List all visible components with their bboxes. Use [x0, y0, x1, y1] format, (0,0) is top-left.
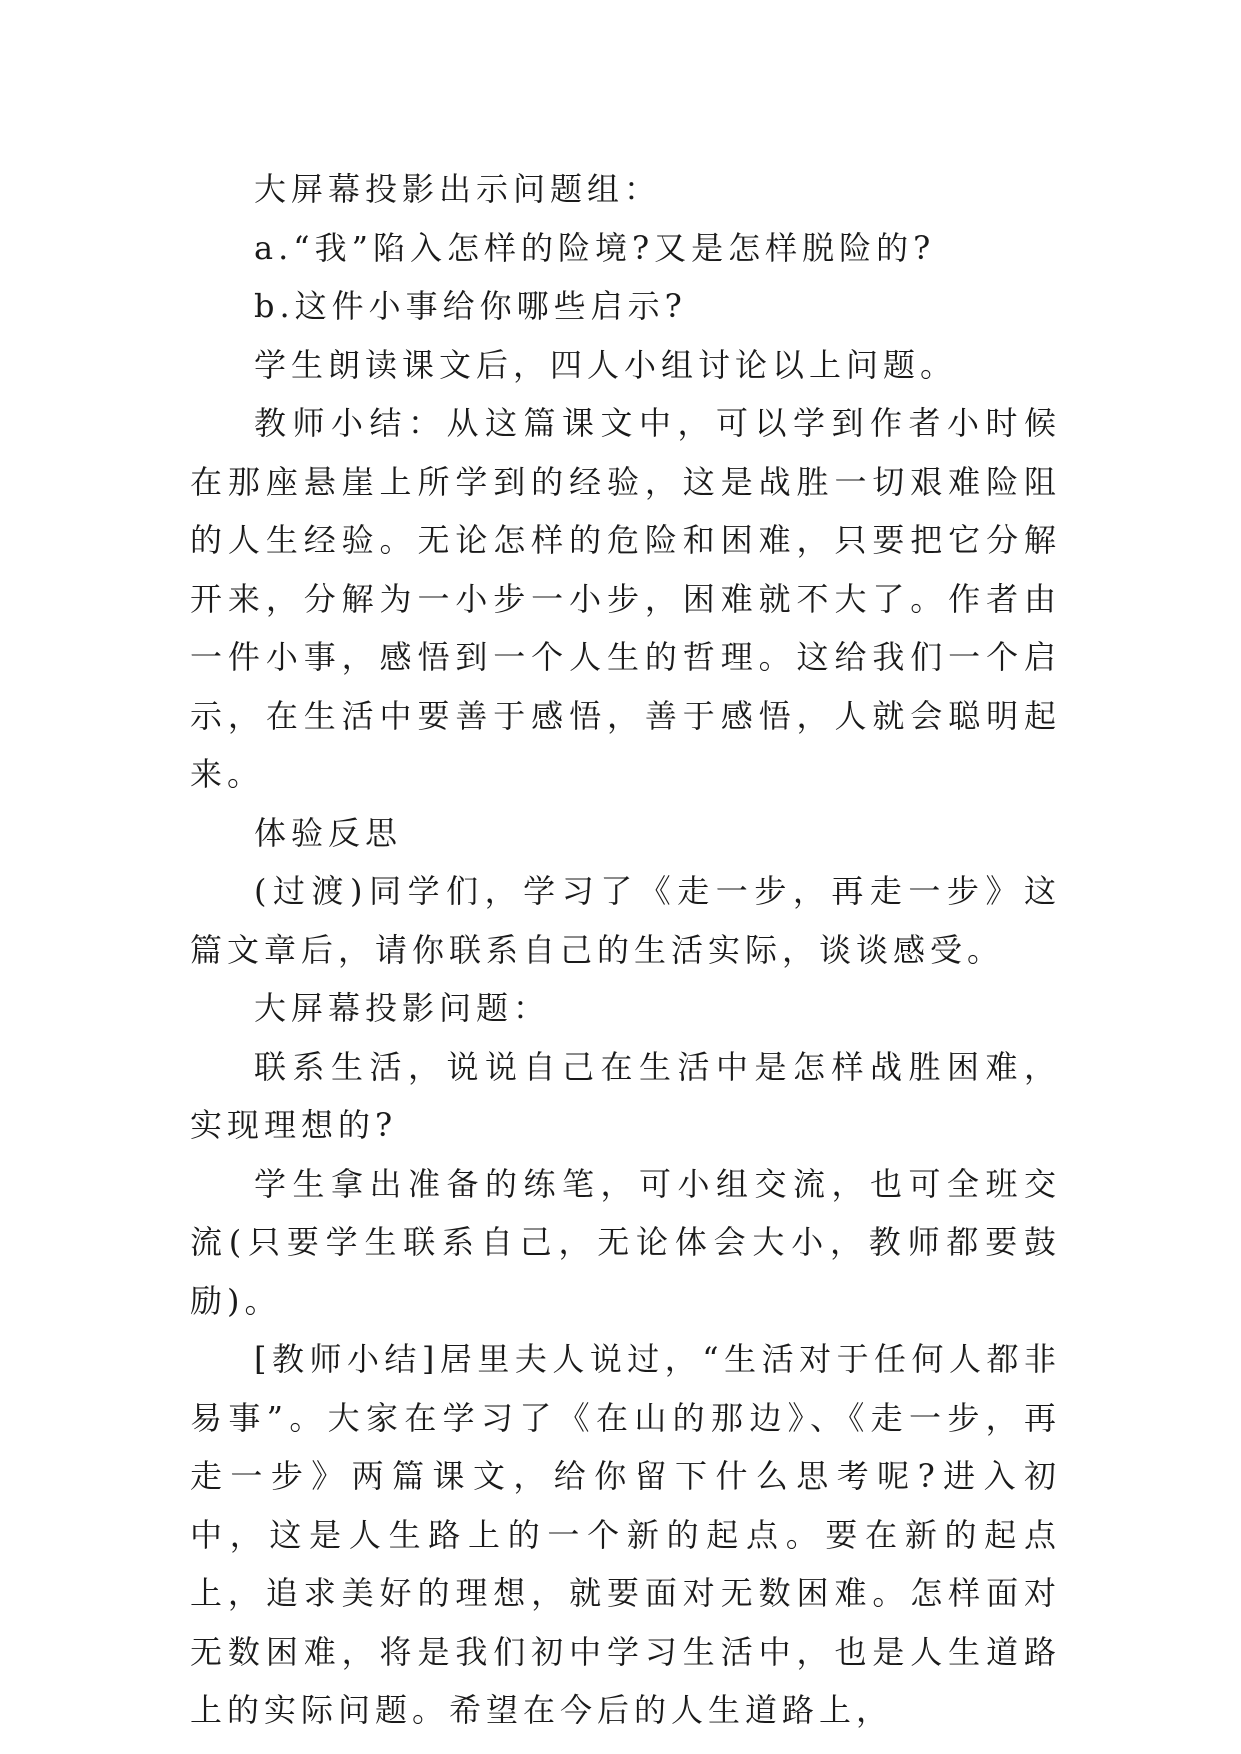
paragraph-transition: (过渡)同学们，学习了《走一步，再走一步》这篇文章后，请你联系自己的生活实际，谈谈感受。: [190, 872, 1061, 969]
paragraph-section-heading: 体验反思: [254, 813, 403, 852]
paragraph-question-group-intro: 大屏幕投影出示问题组：: [254, 170, 662, 208]
paragraph-final-summary: [教师小结]居里夫人说过，“生活对于任何人都非易事”。大家在学习了《在山的那边》、《走一步，再走一步》两篇课文，给你留下什么思考呢?进入初中，这是人生路上的一个新的起点。要在新的起点上，追求美好的理想，就要面对无数困难。怎样面对无数困难，将是我们初中学习生活中，也是人生道路上的实际问题。希望在今后的人生道路上，: [190, 1340, 1061, 1729]
paragraph-question-b: b.这件小事给你哪些启示?: [254, 287, 687, 325]
paragraph-projection-question: 大屏幕投影问题：: [254, 989, 551, 1027]
paragraph-question-a: a.“我”陷入怎样的险境?又是怎样脱险的?: [254, 228, 936, 267]
paragraph-teacher-summary: 教师小结：从这篇课文中，可以学到作者小时候在那座悬崖上所学到的经验，这是战胜一切艰难险阻的人生经验。无论怎样的危险和困难，只要把它分解开来，分解为一小步一小步，困难就不大了。作者由一件小事，感悟到一个人生的哲理。这给我们一个启示，在生活中要善于感悟，善于感悟，人就会聪明起来。: [190, 404, 1061, 793]
paragraph-student-exchange: 学生拿出准备的练笔，可小组交流，也可全班交流(只要学生联系自己，无论体会大小，教师都要鼓励)。: [190, 1164, 1061, 1320]
document-body: [190, 160, 1061, 1740]
paragraph-student-discussion: 学生朗读课文后，四人小组讨论以上问题。: [254, 345, 958, 384]
paragraph-life-question: 联系生活，说说自己在生活中是怎样战胜困难，实现理想的?: [190, 1047, 1061, 1144]
